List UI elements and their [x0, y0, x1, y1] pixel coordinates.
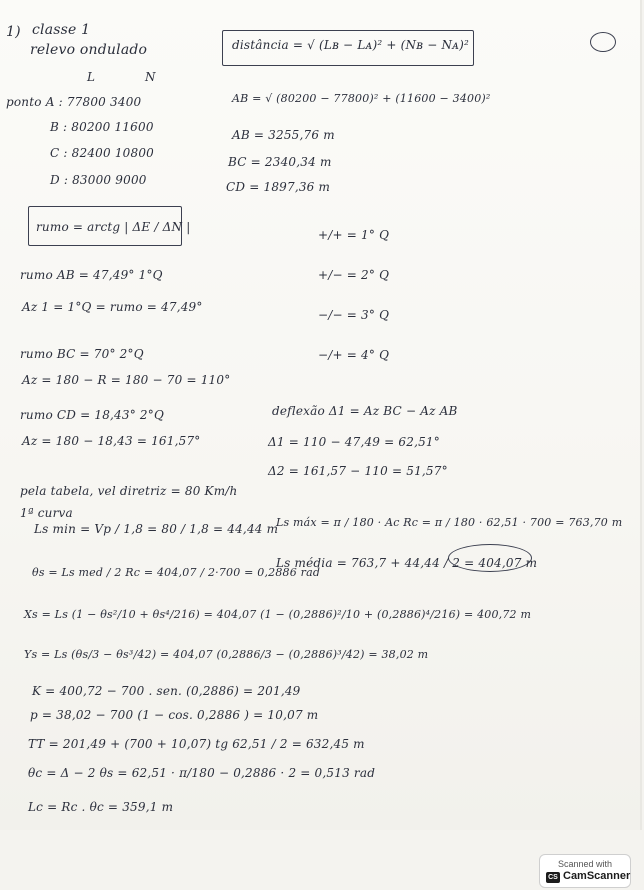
deflexao: deflexão Δ1 = Az BC − Az AB: [272, 404, 458, 418]
col-header-l: L: [87, 70, 96, 84]
ab-value: AB = 3255,76 m: [232, 128, 335, 142]
az-cd: Az = 180 − 18,43 = 161,57°: [22, 434, 201, 448]
camscanner-logo-icon: CS: [546, 872, 560, 883]
camscanner-name: CamScanner: [563, 870, 631, 882]
ls-media: Ls média = 763,7 + 44,44 / 2 = 404,07 m: [276, 556, 538, 570]
ls-max: Ls máx = π / 180 · Ac Rc = π / 180 · 62,51 · 700 = 763,70 m: [276, 516, 623, 529]
camscanner-badge: [539, 854, 631, 888]
item-number: 1): [6, 24, 21, 40]
cd-value: CD = 1897,36 m: [226, 180, 331, 194]
k-value: K = 400,72 − 700 . sen. (0,2886) = 201,49: [32, 684, 301, 698]
theta-c: θc = Δ − 2 θs = 62,51 · π/180 − 0,2886 · 2 = 0,513 rad: [28, 766, 376, 780]
bc-value: BC = 2340,34 m: [228, 155, 332, 169]
delta-2: Δ2 = 161,57 − 110 = 51,57°: [268, 464, 448, 478]
point-c: C : 82400 10800: [50, 146, 155, 160]
heading-class: classe 1: [32, 22, 91, 38]
page-mark-icon: [590, 32, 616, 52]
quad-3: −/− = 3° Q: [318, 308, 390, 322]
point-d: D : 83000 9000: [50, 173, 147, 187]
col-header-n: N: [145, 70, 156, 84]
ys-formula: Ys = Ls (θs/3 − θs³/42) = 404,07 (0,2886/3 − (0,2886)³/42) = 38,02 m: [24, 648, 429, 661]
distance-formula: distância = √ (Lʙ − Lᴀ)² + (Nʙ − Nᴀ)²: [232, 38, 470, 52]
rumo-cd: rumo CD = 18,43° 2°Q: [20, 408, 165, 422]
heading-relevo: relevo ondulado: [30, 42, 148, 58]
rumo-bc: rumo BC = 70° 2°Q: [20, 347, 144, 361]
az-1: Az 1 = 1°Q = rumo = 47,49°: [22, 300, 203, 314]
tt-value: TT = 201,49 + (700 + 10,07) tg 62,51 / 2 = 632,45 m: [28, 737, 365, 751]
quad-2: +/− = 2° Q: [318, 268, 390, 282]
point-a: ponto A : 77800 3400: [6, 95, 142, 109]
rumo-ab: rumo AB = 47,49° 1°Q: [20, 268, 163, 282]
p-value: p = 38,02 − 700 (1 − cos. 0,2886 ) = 10,07 m: [30, 708, 319, 722]
lc-value: Lc = Rc . θc = 359,1 m: [28, 800, 174, 814]
az-bc: Az = 180 − R = 180 − 70 = 110°: [22, 373, 231, 387]
tabela-line: pela tabela, vel diretriz = 80 Km/h: [20, 484, 238, 498]
rumo-formula: rumo = arctg | ΔE / ΔN |: [36, 220, 191, 234]
scanned-with-label: Scanned with: [557, 859, 613, 869]
theta-s: θs = Ls med / 2 Rc = 404,07 / 2·700 = 0,2886 rad: [32, 566, 321, 579]
ab-formula: AB = √ (80200 − 77800)² + (11600 − 3400)²: [232, 92, 491, 105]
ls-min: Ls min = Vp / 1,8 = 80 / 1,8 = 44,44 m: [34, 522, 279, 536]
point-b: B : 80200 11600: [50, 120, 154, 134]
quad-4: −/+ = 4° Q: [318, 348, 390, 362]
xs-formula: Xs = Ls (1 − θs²/10 + θs⁴/216) = 404,07 (1 − (0,2886)²/10 + (0,2886)⁴/216) = 400,72 m: [24, 608, 532, 621]
primeira-curva: 1ª curva: [20, 506, 73, 520]
delta-1: Δ1 = 110 − 47,49 = 62,51°: [268, 435, 440, 449]
quad-1: +/+ = 1° Q: [318, 228, 390, 242]
